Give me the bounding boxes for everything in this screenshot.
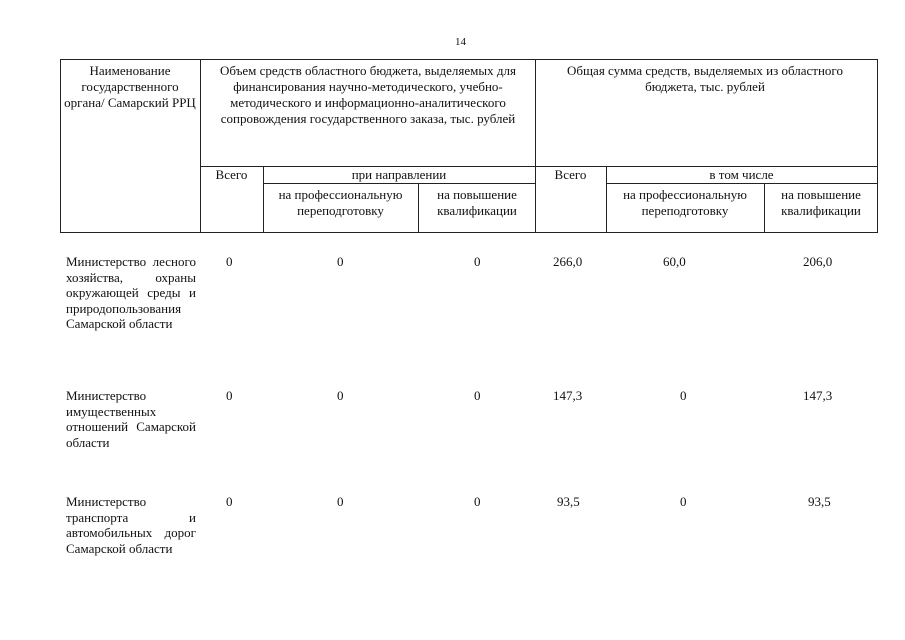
row-g1-retraining: 0 xyxy=(337,388,344,403)
header-g1-by-direction: при направлении xyxy=(351,167,447,182)
row-g1-total: 0 xyxy=(226,494,233,509)
header-g2-qualification: на повышение квалификации xyxy=(781,187,861,218)
row-g2-retraining: 60,0 xyxy=(663,254,686,269)
row-g1-retraining: 0 xyxy=(337,254,344,269)
header-g2-total: Всего xyxy=(554,167,587,182)
header-name-column: Наименование государственного органа/ Самарский РРЦ xyxy=(64,63,196,110)
header-group1-title: Объем средств областного бюджета, выделяемых для финансирования научно-методического, учебно-методического и информационно-аналитического сопровождения государственного заказа, тыс. рублей xyxy=(220,63,516,126)
row-g1-qualification: 0 xyxy=(474,254,481,269)
row-g2-qualification: 206,0 xyxy=(803,254,833,269)
page-number: 14 xyxy=(455,36,466,48)
header-g2-including: в том числе xyxy=(709,167,774,182)
row-g2-total: 93,5 xyxy=(557,494,580,509)
row-g2-total: 147,3 xyxy=(553,388,583,403)
row-g2-qualification: 93,5 xyxy=(808,494,831,509)
row-name: Министерство транспорта и автомобильных дорог Самарской области xyxy=(66,494,196,556)
row-name: Министерство имущественных отношений Самарской области xyxy=(66,388,196,450)
header-g2-retraining: на профессиональную переподготовку xyxy=(623,187,747,218)
row-g1-total: 0 xyxy=(226,388,233,403)
row-g2-total: 266,0 xyxy=(553,254,583,269)
header-g1-qualification: на повышение квалификации xyxy=(437,187,517,218)
header-g1-total: Всего xyxy=(215,167,248,182)
row-g2-retraining: 0 xyxy=(680,388,687,403)
row-g1-qualification: 0 xyxy=(474,494,481,509)
row-g2-retraining: 0 xyxy=(680,494,687,509)
row-g2-qualification: 147,3 xyxy=(803,388,833,403)
row-g1-total: 0 xyxy=(226,254,233,269)
header-g1-retraining: на профессиональную переподготовку xyxy=(278,187,403,218)
row-g1-qualification: 0 xyxy=(474,388,481,403)
header-group2-title: Общая сумма средств, выделяемых из областного бюджета, тыс. рублей xyxy=(567,63,843,94)
row-g1-retraining: 0 xyxy=(337,494,344,509)
row-name: Министерство лесного хозяйства, охраны окружающей среды и природопользования Самарской области xyxy=(66,254,196,331)
